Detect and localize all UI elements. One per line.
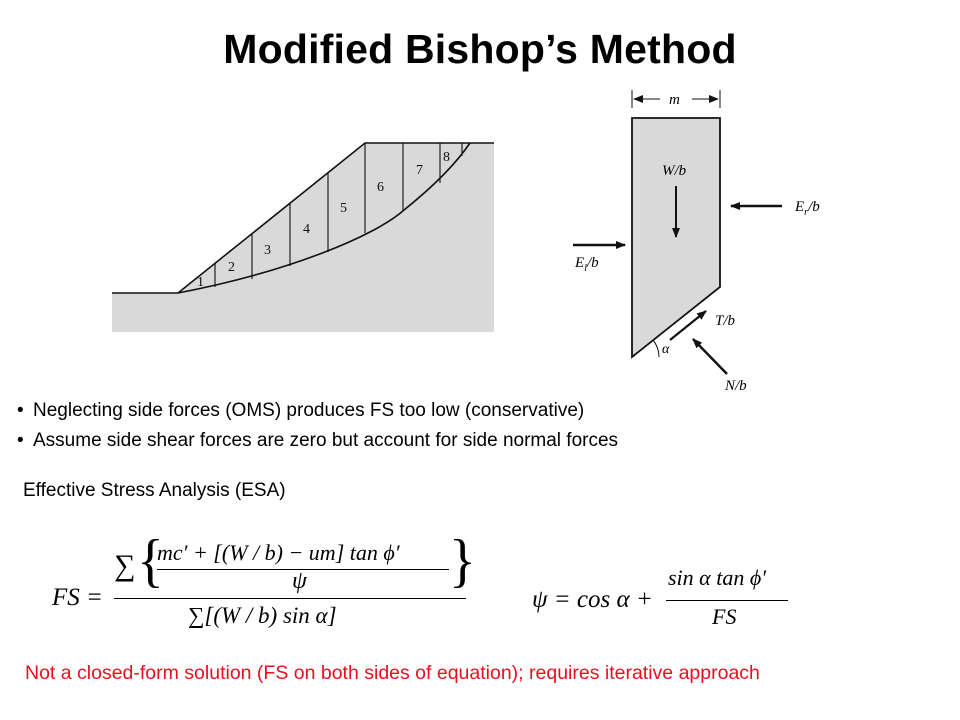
esa-heading: Effective Stress Analysis (ESA) — [23, 480, 286, 501]
slice-number-7: 7 — [416, 163, 423, 178]
fs-equation-lhs: FS = — [52, 584, 103, 611]
slide-title: Modified Bishop’s Method — [223, 26, 737, 72]
base-angle-arc — [653, 340, 659, 357]
psi-equation-lhs: ψ = cos α + — [532, 586, 653, 613]
slice-number-6: 6 — [377, 180, 384, 195]
fs-brace-left: { — [137, 528, 164, 594]
note-text: Not a closed-form solution (FS on both sides of equation); requires iterative approach — [25, 662, 760, 684]
psi-denominator: FS — [712, 604, 737, 629]
bullet-item — [16, 398, 618, 428]
fs-main-fraction-bar — [114, 598, 466, 599]
slice-body — [632, 118, 720, 357]
bullet-marker: • — [17, 400, 24, 421]
slice-number-5: 5 — [340, 201, 347, 216]
bullet-item — [16, 428, 618, 458]
psi-numerator: sin α tan ϕ′ — [668, 565, 767, 590]
bullet-text: Assume side shear forces are zero but account for side normal forces — [33, 430, 619, 451]
base-angle-label: α — [662, 342, 670, 357]
slice-number-3: 3 — [264, 243, 271, 258]
slice-number-8: 8 — [443, 150, 450, 165]
fs-brace-right: } — [449, 528, 476, 594]
bullet-marker: • — [17, 430, 24, 451]
bullet-list — [16, 398, 618, 458]
width-label: m — [669, 92, 680, 108]
bullet-text: Neglecting side forces (OMS) produces FS too low (conservative) — [33, 400, 585, 421]
right-side-force-label: $E_r/b$ — [795, 199, 820, 218]
normal-force-arrow — [693, 339, 727, 374]
normal-force-label: N/b — [725, 378, 747, 394]
fs-numerator-bottom: ψ — [292, 568, 307, 594]
weight-label: W/b — [662, 163, 687, 179]
psi-fraction-bar — [666, 600, 788, 601]
shear-force-label: T/b — [715, 313, 736, 329]
slice-number-4: 4 — [303, 222, 310, 237]
slice-number-2: 2 — [228, 260, 235, 275]
left-side-force-label: $E_l/b$ — [575, 255, 599, 274]
fs-denominator: ∑[(W / b) sin α] — [188, 603, 337, 628]
fs-numerator-top: mc′ + [(W / b) − um] tan ϕ′ — [157, 540, 400, 565]
slice-number-1: 1 — [197, 275, 204, 290]
fs-sum-symbol: ∑ — [114, 549, 136, 582]
